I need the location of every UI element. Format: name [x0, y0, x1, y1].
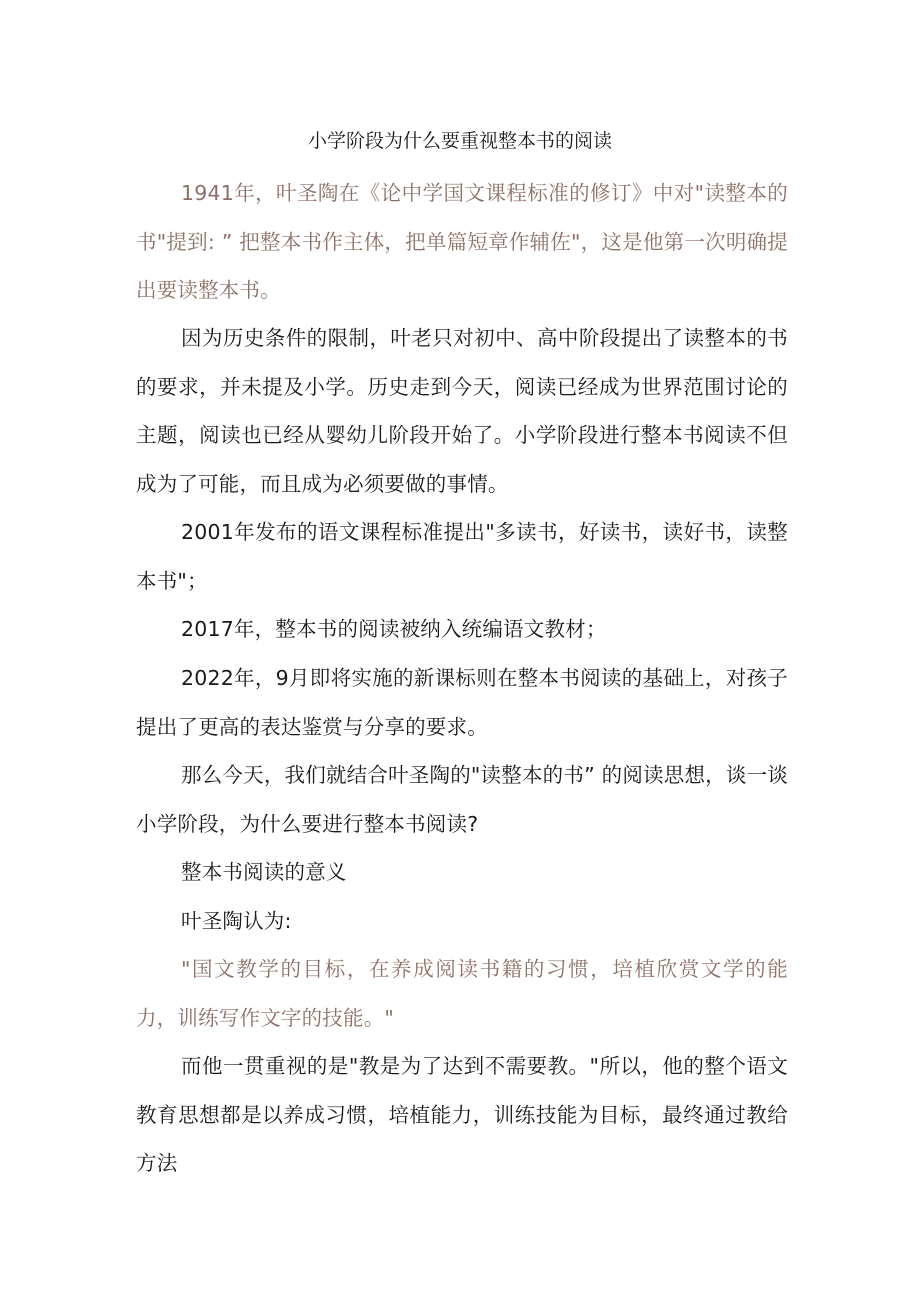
paragraph-intro-quote: 1941年，叶圣陶在《论中学国文课程标准的修订》中对"读整本的书"提到: ” 把整本书作主体，把单篇短章作辅佐"，这是他第一次明确提出要读整本书。 [136, 181, 788, 302]
paragraph-2001: 2001年发布的语文课程标准提出"多读书，好读书，读好书，读整本书"； [136, 520, 788, 593]
paragraph-2017: 2017年，整本书的阅读被纳入统编语文教材； [181, 617, 607, 641]
paragraph-today: 那么今天，我们就结合叶圣陶的"读整本的书” 的阅读思想，谈一谈小学阶段，为什么要进行整本书阅读? [136, 763, 788, 836]
paragraph-teaching-goal-quote: "国文教学的目标，在养成阅读书籍的习惯，培植欣赏文学的能力，训练写作文字的技能。" [136, 957, 788, 1030]
paragraph-ye-says: 叶圣陶认为: [181, 909, 292, 933]
paragraph-teaching-philosophy: 而他一贯重视的是"教是为了达到不需要教。"所以，他的整个语文教育思想都是以养成习惯，培植能力，训练技能为目标，最终通过教给方法 [136, 1054, 788, 1175]
document-title: 小学阶段为什么要重视整本书的阅读 [307, 130, 612, 152]
paragraph-2022: 2022年，9月即将实施的新课标则在整本书阅读的基础上，对孩子提出了更高的表达鉴赏与分享的要求。 [136, 666, 788, 739]
paragraph-history: 因为历史条件的限制，叶老只对初中、高中阶段提出了读整本的书的要求，并未提及小学。历史走到今天，阅读已经成为世界范围讨论的主题，阅读也已经从婴幼儿阶段开始了。小学阶段进行整本书阅读不但成为了可能，而且成为必须要做的事情。 [136, 326, 788, 496]
section-heading-significance: 整本书阅读的意义 [181, 860, 347, 884]
